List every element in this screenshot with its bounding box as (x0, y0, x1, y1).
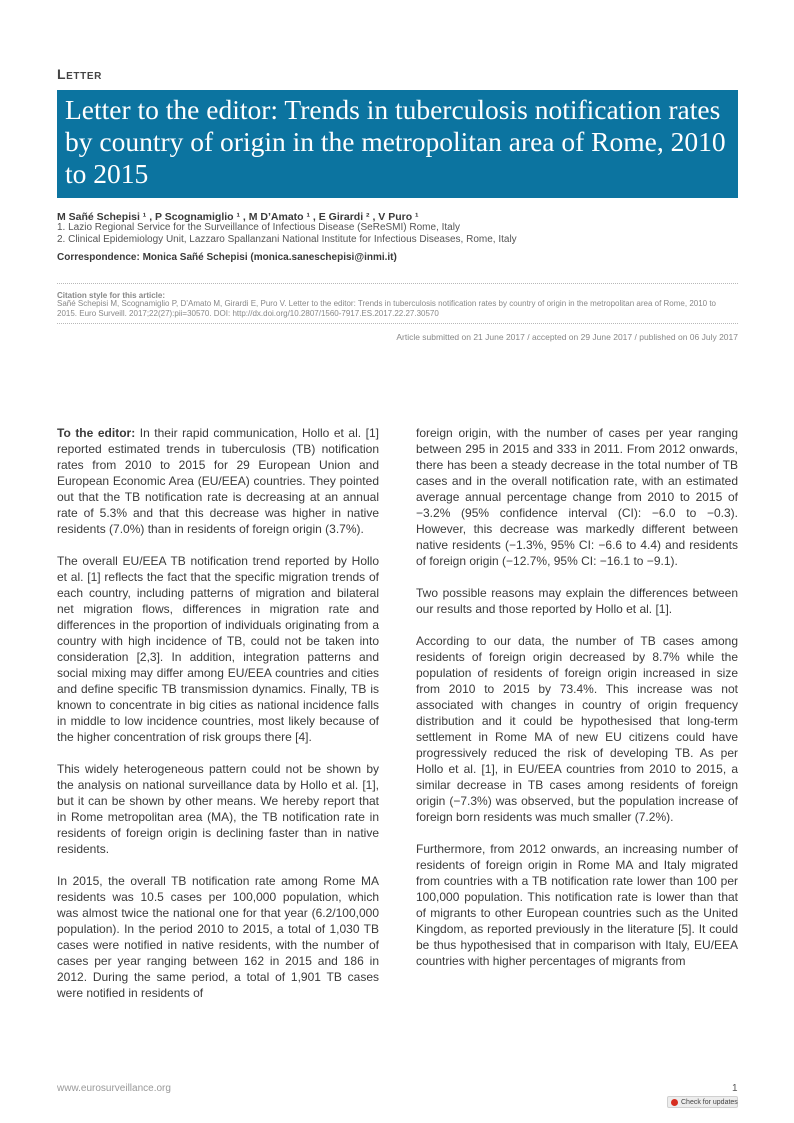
title-band (57, 90, 738, 198)
paragraph: Furthermore, from 2012 onwards, an increasing number of residents of foreign origin in Rome MA and Italy migrated from countries with a TB notification rate lower than 100 per 100,000 population. This notification rate is lower than that of migrants to other European countries such as the United Kingdom, as reported previously in the literature [5]. It could be thus hypothesised that in comparison with Italy, EU/EEA countries with higher percentages of migrants from (416, 842, 738, 968)
body-column-left (57, 425, 379, 1001)
affiliation-2: 2. Clinical Epidemiology Unit, Lazzaro Spallanzani National Institute for Infectious Diseases, Rome, Italy (57, 234, 517, 245)
page-number: 1 (732, 1083, 738, 1094)
paragraph: In 2015, the overall TB notification rate among Rome MA residents was 10.5 cases per 100,000 population, which was almost twice the national one for that year (6.2/100,000 population). In the period 2010 to 2015, a total of 1,030 TB cases were notified in native residents, with the number of cases per year ranging between 162 in 2015 and 186 in 2012. During the same period, a total of 1,901 TB cases were notified in residents of (57, 874, 379, 1000)
check-for-updates-button[interactable] (667, 1096, 738, 1108)
divider (57, 283, 738, 284)
citation-label: Citation style for this article: (57, 291, 166, 300)
lead-in: To the editor: (57, 426, 136, 440)
paragraph: Two possible reasons may explain the differences between our results and those reported by Hollo et al. [1]. (416, 586, 738, 616)
paragraph-text: In their rapid communication, Hollo et al. [1] reported estimated trends in tuberculosis (TB) notification rates from 2010 to 2015 for 29 European Union and European Economic Area (EU/EEA) countries. They pointed out that the TB notification rate is decreasing at an annual rate of 5.3% and that this decrease was higher in native residents (7.0%) than in residents of foreign origin (3.7%). (57, 426, 379, 536)
check-for-updates-icon (671, 1099, 678, 1106)
paragraph: The overall EU/EEA TB notification trend reported by Hollo et al. [1] reflects the fact that the specific migration trends of each country, including patterns of migration and bilateral net migration flows, differences in migration rate and differences in the proportion of individuals originating from a country with high incidence of TB, could not be taken into consideration [2,3]. In addition, integration patterns and social mixing may differ among EU/EEA countries and cities and define specific TB transmission dynamics. Finally, TB is known to concentrate in big cities as national incidence falls in middle to low incidence countries, most likely because of the higher concentration of risk groups there [4]. (57, 554, 379, 744)
affiliation-1: 1. Lazio Regional Service for the Surveillance of Infectious Disease (SeReSMI) Rome, Italy (57, 222, 460, 233)
correspondence: Correspondence: Monica Sañé Schepisi (monica.saneschepisi@inmi.it) (57, 252, 397, 263)
paragraph (57, 425, 379, 537)
check-for-updates-label: Check for updates (681, 1099, 738, 1106)
citation-text: Sañé Schepisi M, Scognamiglio P, D’Amato M, Girardi E, Puro V. Letter to the editor: Trends in tuberculosis notification rates by country of origin in the metropolitan area of Rome, 2010 to 2015. Euro Surveill. 2017;22(27):pii=30570. DOI: http://dx.doi.org/10.2807/1560-7917.ES.2017.22.27.30570 (57, 299, 717, 318)
article-type-label: Letter (57, 66, 102, 82)
paragraph: foreign origin, with the number of cases per year ranging between 295 in 2015 and 333 in 2011. From 2012 onwards, there has been a steady decrease in the total number of TB cases and in the overall notification rate, with an estimated average annual percentage change from 2010 to 2015 of −3.2% (95% confidence interval (CI): −6.0 to −0.3). However, this decrease was markedly different between native residents (−1.3%, 95% CI: −6.6 to 4.4) and residents of foreign origin (−12.7%, 95% CI: −16.1 to −9.1). (416, 426, 738, 568)
author-list: M Sañé Schepisi ¹ , P Scognamiglio ¹ , M D’Amato ¹ , E Girardi ² , V Puro ¹ (57, 211, 419, 223)
paragraph: According to our data, the number of TB cases among residents of foreign origin decreased by 8.7% while the population of residents of foreign origin increased in size from 2010 to 2015 by 73.4%. This increase was not associated with changes in country of origin frequency distribution and it could be hypothesised that long-term settlement in Rome MA of new EU citizens could have progressively reduced the risk of developing TB. As per Hollo et al. [1], in EU/EEA countries from 2010 to 2015, a similar decrease in TB cases among residents of foreign origin (−7.3%) was observed, but the population increase of foreign born residents was much smaller (7.2%). (416, 634, 738, 824)
paragraph: This widely heterogeneous pattern could not be shown by the analysis on national surveillance data by Hollo et al. [1], but it can be shown by other means. We hereby report that in Rome metropolitan area (MA), the TB notification rate in residents of foreign origin is declining faster than in native residents. (57, 762, 379, 856)
divider (57, 323, 738, 324)
submission-dates: Article submitted on 21 June 2017 / accepted on 29 June 2017 / published on 06 July 2017 (396, 332, 738, 342)
body-column-right (416, 425, 738, 969)
footer-url[interactable]: www.eurosurveillance.org (57, 1083, 171, 1094)
article-title: Letter to the editor: Trends in tuberculosis notification rates by country of origin in the metropolitan area of Rome, 2010 to 2015 (65, 94, 726, 189)
